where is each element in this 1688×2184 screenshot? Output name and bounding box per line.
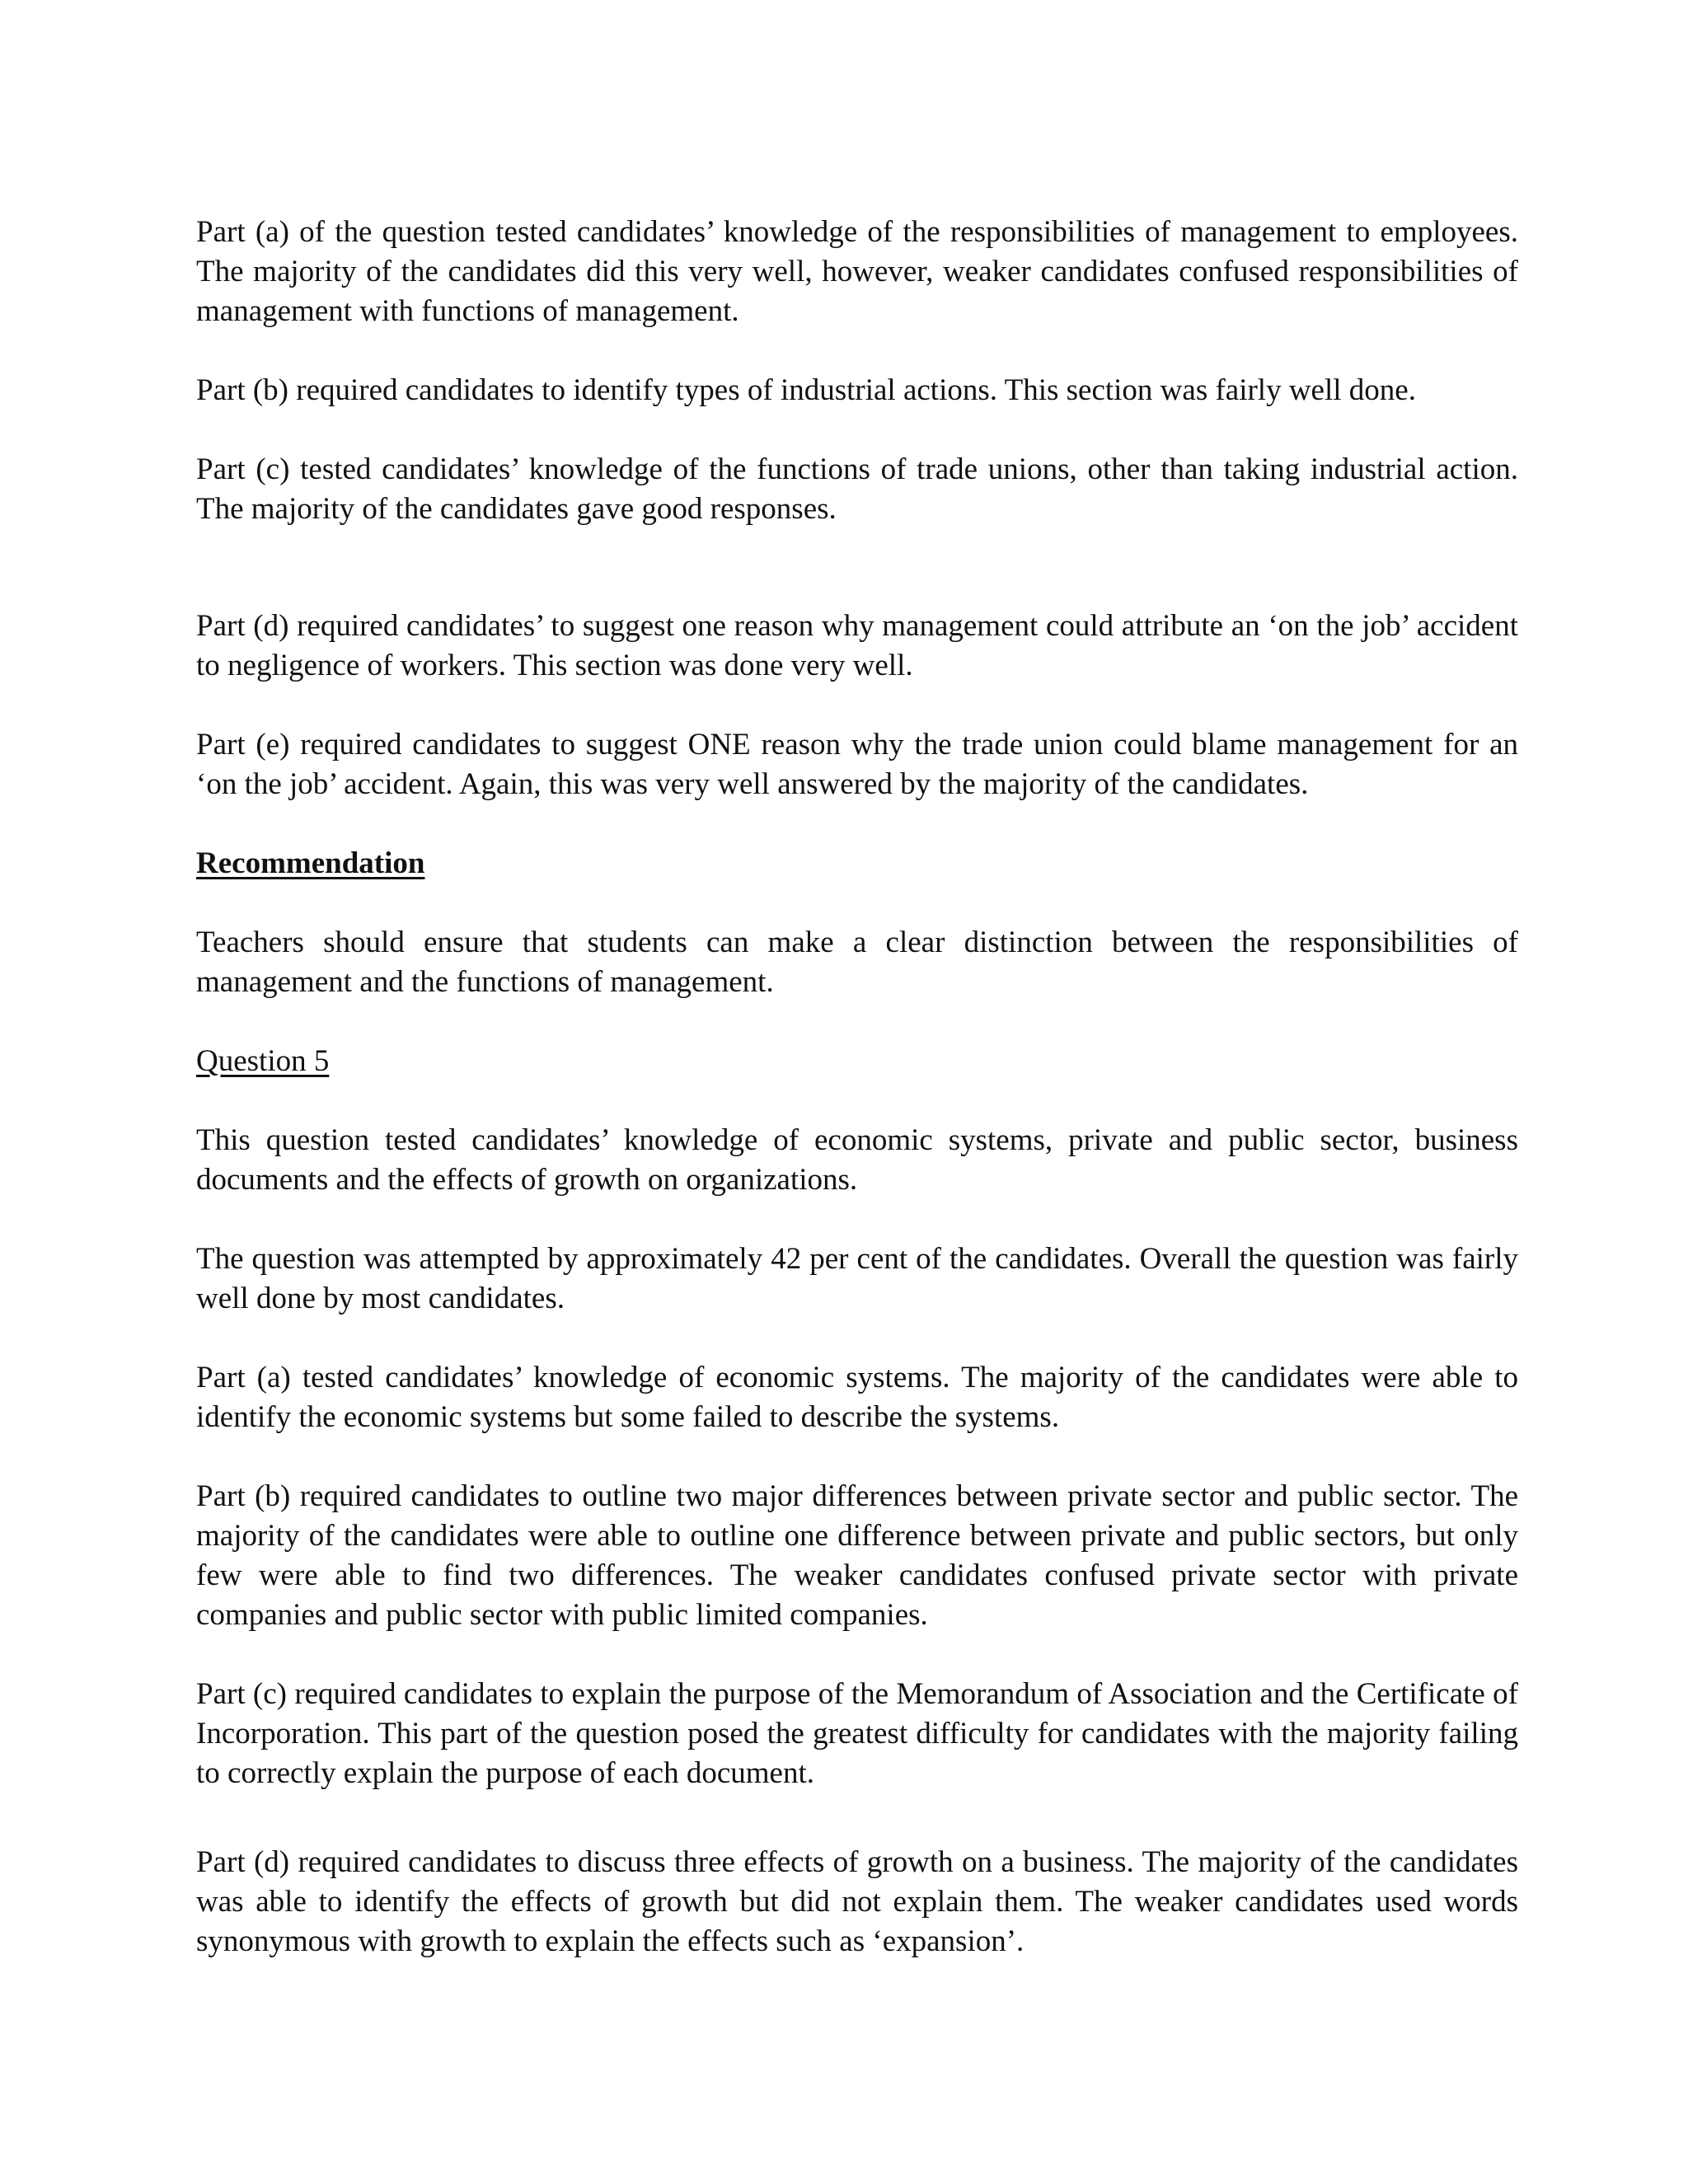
paragraph-q5-part-d: Part (d) required candidates to discuss three effects of growth on a business. The majority of the candidates was able to identify the effects of growth but did not explain them. The weaker candidates used words synonymous with growth to explain the effects such as ‘expansion’. — [196, 1845, 1518, 1958]
paragraph-part-c: Part (c) tested candidates’ knowledge of the functions of trade unions, other than taking industrial action. The majority of the candidates gave good responses. — [196, 452, 1518, 526]
recommendation-heading: Recommendation — [196, 846, 425, 880]
paragraph-question-intro: This question tested candidates’ knowledge of economic systems, private and public sector, business documents and the effects of growth on organizations. — [196, 1123, 1518, 1197]
paragraph-recommendation: Teachers should ensure that students can make a clear distinction between the responsibilities of management and the functions of management. — [196, 926, 1518, 999]
paragraph-q5-part-a: Part (a) tested candidates’ knowledge of economic systems. The majority of the candidates were able to identify the economic systems but some failed to describe the systems. — [196, 1361, 1518, 1434]
paragraph-attempt-rate: The question was attempted by approximately 42 per cent of the candidates. Overall the question was fairly well done by most candidates. — [196, 1242, 1518, 1315]
paragraph-part-d: Part (d) required candidates’ to suggest one reason why management could attribute an ‘on the job’ accident to negligence of workers. This section was done very well. — [196, 609, 1518, 682]
paragraph-q5-part-b: Part (b) required candidates to outline two major differences between private sector and public sector. The majority of the candidates were able to outline one difference between private and public sectors, but only few were able to find two differences. The weaker candidates confused private sector with private companies and public sector with public limited companies. — [196, 1479, 1518, 1632]
paragraph-part-a: Part (a) of the question tested candidates’ knowledge of the responsibilities of management to employees. The majority of the candidates did this very well, however, weaker candidates confused responsibilities of management with functions of management. — [196, 215, 1518, 328]
paragraph-q5-part-c: Part (c) required candidates to explain the purpose of the Memorandum of Association and the Certificate of Incorporation. This part of the question posed the greatest difficulty for candidates with the majority failing to correctly explain the purpose of each document. — [196, 1677, 1518, 1790]
paragraph-part-e: Part (e) required candidates to suggest ONE reason why the trade union could blame management for an ‘on the job’ accident. Again, this was very well answered by the majority of the candidates. — [196, 728, 1518, 801]
paragraph-part-b: Part (b) required candidates to identify types of industrial actions. This section was fairly well done. — [196, 373, 1416, 407]
document-page — [196, 213, 1518, 1961]
question-5-heading: Question 5 — [196, 1044, 330, 1078]
